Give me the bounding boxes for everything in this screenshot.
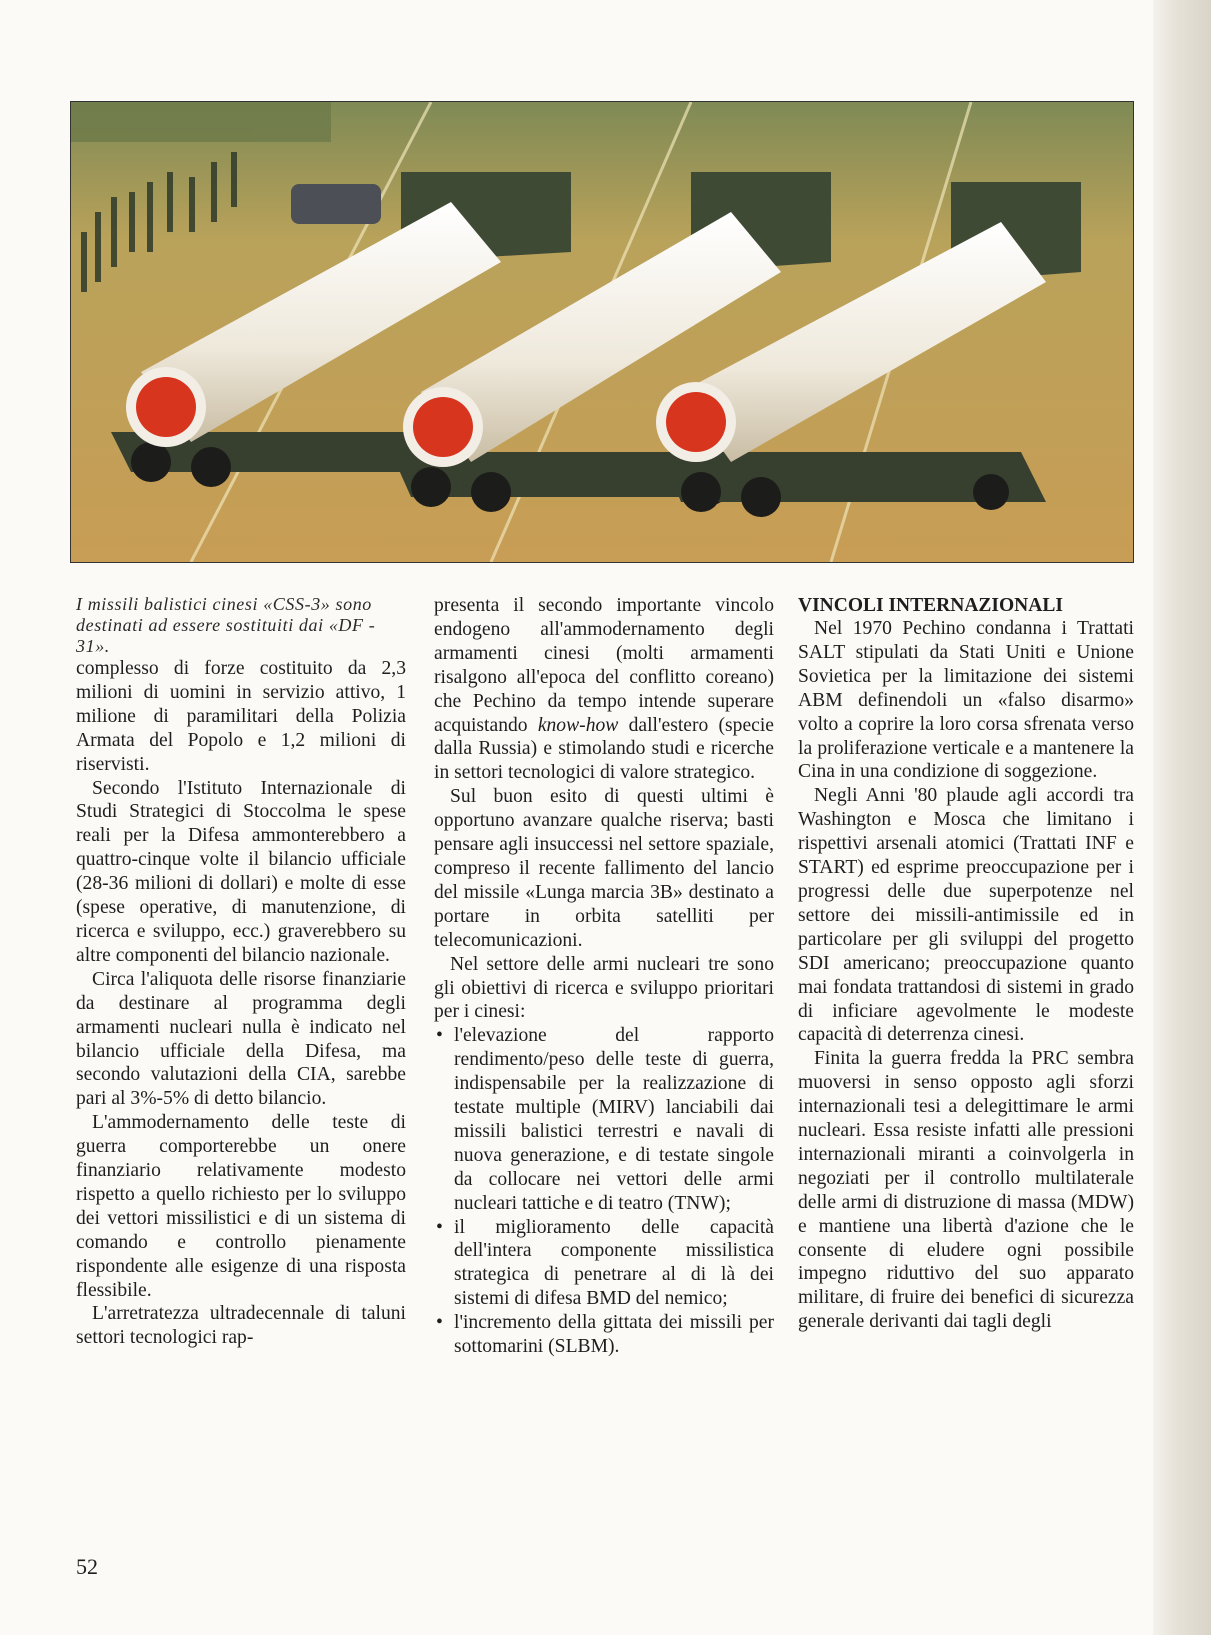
paragraph-text: presenta il secondo importante vincolo endogeno all'ammodernamento degli armamenti cinesi (molti armamenti risalgono all'epoca del conflitto coreano) che Pechino da tempo intende superare acquistando xyxy=(434,595,774,736)
paragraph-text: dall'estero (specie dalla Russia) e stimolando studi e ricerche in settori tecnologici di valore strategico. xyxy=(434,714,774,784)
list-item-text: il miglioramento delle capacità dell'intera componente missilistica strategica di penetrare al di là dei sistemi di difesa BMD del nemico; xyxy=(454,1216,774,1310)
photo-caption: I missili balistici cinesi «CSS-3» sono destinati ad essere sostituiti dai «DF - 31». xyxy=(76,594,376,656)
paragraph: Finita la guerra fredda la PRC sembra muoversi in senso opposto agli sforzi internazionali tesi a delegittimare le armi nucleari. Essa resiste infatti alle pressioni internazionali miranti a coinvolgerla in negoziati per il controllo multilaterale delle armi di distruzione di massa (MDW) e mantiene una libertà d'azione che le consente di eludere ogni possibile impegno riduttivo del suo apparato militare, di fruire dei benefici di sicurezza generale derivanti dai tagli degli xyxy=(798,1048,1134,1333)
italic-term: know-how xyxy=(537,714,619,736)
text-column-1 xyxy=(76,594,406,1350)
paragraph: Nel 1970 Pechino condanna i Trattati SALT stipulati da Stati Uniti e Unione Sovietica per la limitazione dei sistemi ABM definendoli un «falso disarmo» volto a coprire la loro corsa sfrenata verso la proliferazione verticale e a mantenere la Cina in una condizione di soggezione. xyxy=(798,618,1134,783)
page-number: 52 xyxy=(76,1554,98,1579)
section-heading: VINCOLI INTERNAZIONALI xyxy=(798,595,1063,616)
paragraph: Circa l'aliquota delle risorse finanziarie da destinare al programma degli armamenti nucleari nulla è indicato nel bilancio ufficiale della Difesa, ma secondo valutazioni della CIA, sarebbe pari al 3%-5% di detto bilancio. xyxy=(76,968,406,1110)
bullet-icon: • xyxy=(436,1216,443,1238)
list-item xyxy=(434,1024,774,1215)
list-item-text: l'elevazione del rapporto rendimento/peso delle teste di guerra, indispensabile per la realizzazione di testate multiple (MIRV) lanciabili dai missili balistici terrestri e navali di nuova generazione, e di testate singole da collocare nei vettori delle armi nucleari tattiche e di teatro (TNW); xyxy=(454,1025,774,1214)
list-item-text: l'incremento della gittata dei missili per sottomarini (SLBM). xyxy=(454,1312,774,1358)
bullet-icon: • xyxy=(436,1025,443,1047)
paragraph: Nel settore delle armi nucleari tre sono gli obiettivi di ricerca e sviluppo prioritari per i cinesi: xyxy=(434,953,774,1023)
paragraph: L'ammodernamento delle teste di guerra comporterebbe un onere finanziario relativamente modesto rispetto a quello richiesto per lo sviluppo dei vettori missilistici e di un sistema di comando e controllo pienamente rispondente alle esigenze di una risposta flessibile. xyxy=(76,1112,406,1301)
paragraph: complesso di forze costituito da 2,3 milioni di uomini in servizio attivo, 1 milione di paramilitari della Polizia Armata del Popolo e 1,2 milioni di riservisti. xyxy=(76,658,406,775)
text-column-2 xyxy=(434,594,774,1359)
list-item xyxy=(434,1311,774,1359)
paragraph xyxy=(434,594,774,785)
page-gutter-shadow xyxy=(1153,0,1211,1635)
objectives-list xyxy=(434,1024,774,1359)
paragraph: Secondo l'Istituto Internazionale di Studi Strategici di Stoccolma le spese reali per la Difesa ammonterebbero a quattro-cinque volte il bilancio ufficiale (28-36 milioni di dollari) e molte di esse (spese operative, di manutenzione, di ricerca e sviluppo, ecc.) graverebbero su altre componenti del bilancio nazionale. xyxy=(76,777,406,966)
paragraph: Sul buon esito di questi ultimi è opportuno avanzare qualche riserva; basti pensare agli insuccessi nel settore spaziale, compreso il recente fallimento del lancio del missile «Lunga marcia 3B» destinato a portare in orbita satelliti per telecomunicazioni. xyxy=(434,786,774,951)
text-column-3 xyxy=(798,594,1134,1334)
missile-parade-photo xyxy=(70,101,1134,563)
paragraph: Negli Anni '80 plaude agli accordi tra Washington e Mosca che limitano i rispettivi arsenali atomici (Trattati INF e START) ed esprime preoccupazione per i progressi delle due superpotenze nel settore dei missili-antimissile ed in particolare per gli sviluppi del progetto SDI americano; preoccupazione quanto mai fondata trattandosi di sistemi in grado di inficiare agevolmente le modeste capacità di deterrenza cinesi. xyxy=(798,785,1134,1046)
list-item xyxy=(434,1216,774,1312)
bullet-icon: • xyxy=(436,1312,443,1334)
paragraph: L'arretratezza ultradecennale di taluni settori tecnologici rap- xyxy=(76,1303,406,1349)
